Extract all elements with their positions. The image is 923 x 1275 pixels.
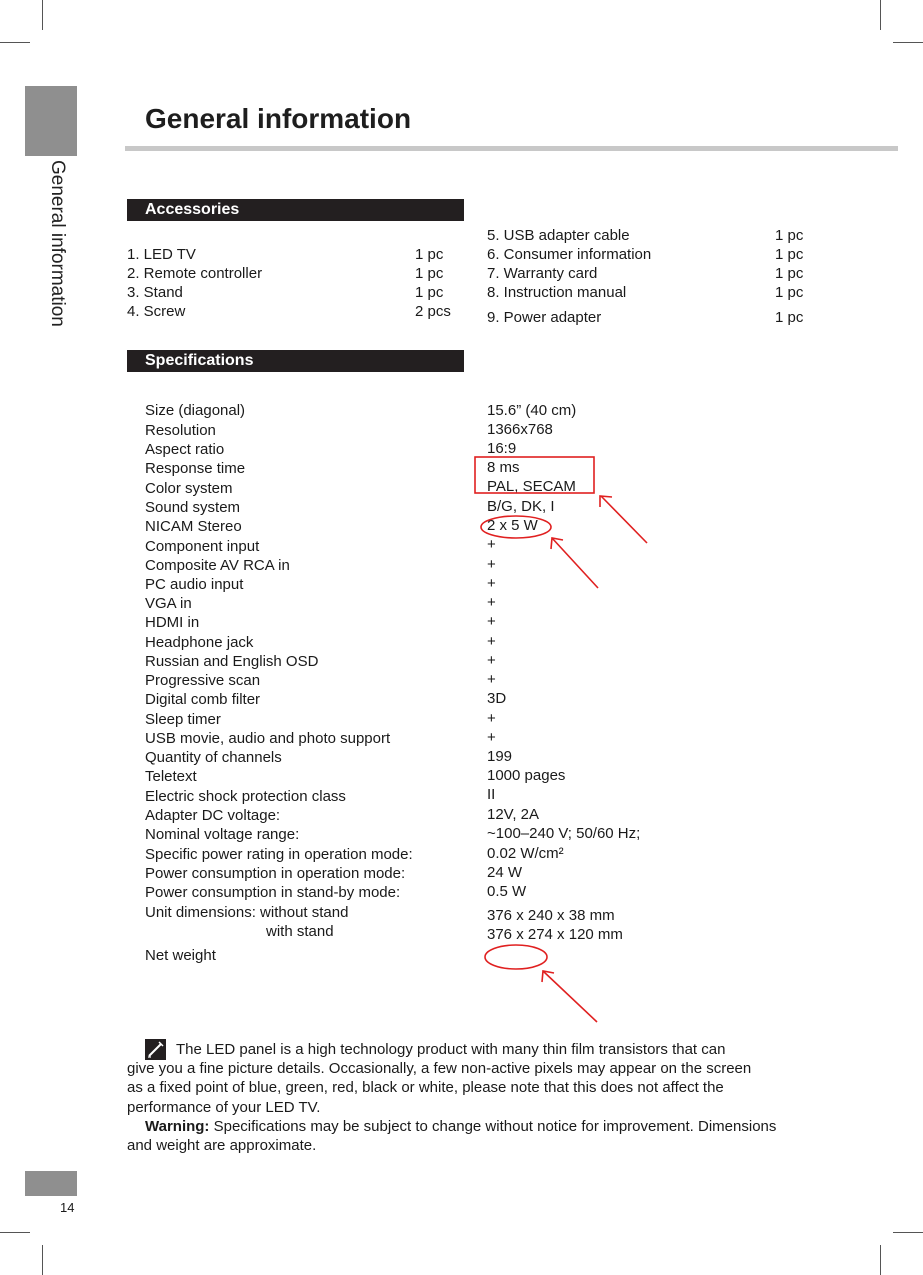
accessory-qty: 1 pc (775, 265, 804, 282)
accessory-item: 7. Warranty card (487, 265, 598, 282)
highlight-box (475, 457, 594, 493)
sidebar-label: General information (47, 160, 68, 327)
spec-label: Teletext (145, 768, 197, 785)
spec-label: NICAM Stereo (145, 518, 242, 535)
spec-value: ~100–240 V; 50/60 Hz; (487, 825, 641, 842)
accessory-qty: 1 pc (775, 284, 804, 301)
spec-value: 376 x 274 x 120 mm (487, 926, 623, 943)
spec-label: Net weight (145, 947, 216, 964)
spec-value: 1000 pages (487, 767, 566, 784)
spec-label: VGA in (145, 595, 192, 612)
warning-body: Specifications may be subject to change without notice for improvement. Dimensions (209, 1118, 777, 1135)
spec-value: + (487, 671, 496, 688)
spec-label: Russian and English OSD (145, 653, 319, 670)
spec-value: + (487, 536, 496, 553)
spec-value: 1366x768 (487, 421, 553, 438)
page-title: General information (145, 103, 412, 134)
accessory-qty: 2 pcs (415, 303, 451, 320)
spec-value: + (487, 729, 496, 746)
spec-label: Adapter DC voltage: (145, 807, 281, 824)
spec-value: 0.02 W/cm² (487, 845, 564, 862)
arrow-line (543, 971, 597, 1022)
accessory-qty: 1 pc (775, 227, 804, 244)
spec-value: 8 ms (487, 459, 520, 476)
accessories-heading: Accessories (127, 199, 464, 221)
warning-text: and weight are approximate. (127, 1137, 317, 1154)
spec-value: PAL, SECAM (487, 478, 576, 495)
spec-label: Sleep timer (145, 711, 221, 728)
spec-value: 24 W (487, 864, 523, 881)
accessory-item: 6. Consumer information (487, 246, 652, 263)
spec-label: Color system (145, 480, 233, 497)
spec-label: Sound system (145, 499, 241, 516)
spec-label: Size (diagonal) (145, 402, 246, 419)
spec-value: 2 x 5 W (487, 517, 538, 534)
note-text: performance of your LED TV. (127, 1099, 321, 1116)
spec-label: Unit dimensions: without stand (145, 904, 349, 921)
spec-value: 15.6” (40 cm) (487, 402, 577, 419)
spec-value: 12V, 2A (487, 806, 539, 823)
spec-value: 376 x 240 x 38 mm (487, 907, 615, 924)
spec-value: 16:9 (487, 440, 517, 457)
spec-value: + (487, 575, 496, 592)
spec-label: Headphone jack (145, 634, 254, 651)
accessory-item: 2. Remote controller (127, 265, 263, 282)
arrow-line (601, 496, 647, 543)
accessory-item: 4. Screw (127, 303, 186, 320)
spec-value: + (487, 613, 496, 630)
highlight-ellipse (481, 516, 551, 538)
note-text: The LED panel is a high technology product with many thin film transistors that can (176, 1041, 726, 1058)
spec-label: Response time (145, 460, 246, 477)
accessory-qty: 1 pc (415, 246, 444, 263)
spec-label: Aspect ratio (145, 441, 225, 458)
page-number: 14 (60, 1200, 75, 1215)
spec-label: PC audio input (145, 576, 244, 593)
spec-label: Power consumption in stand-by mode: (145, 884, 401, 901)
spec-label: Specific power rating in operation mode: (145, 846, 413, 863)
spec-value: + (487, 633, 496, 650)
spec-value: + (487, 556, 496, 573)
highlight-ellipse (485, 945, 547, 969)
spec-value: 199 (487, 748, 513, 765)
spec-value: + (487, 710, 496, 727)
note-text: give you a fine picture details. Occasionally, a few non-active pixels may appear on the screen (127, 1060, 752, 1077)
spec-value: II (487, 786, 496, 803)
accessory-item: 9. Power adapter (487, 309, 602, 326)
spec-label: Component input (145, 538, 260, 555)
spec-value: 3D (487, 690, 507, 707)
spec-label: HDMI in (145, 614, 200, 631)
accessory-item: 5. USB adapter cable (487, 227, 630, 244)
spec-label: with stand (266, 923, 334, 940)
spec-label: Progressive scan (145, 672, 261, 689)
accessory-qty: 1 pc (415, 265, 444, 282)
spec-value: + (487, 594, 496, 611)
accessory-qty: 1 pc (775, 309, 804, 326)
spec-label: Resolution (145, 422, 216, 439)
spec-label: Power consumption in operation mode: (145, 865, 406, 882)
accessory-item: 8. Instruction manual (487, 284, 627, 301)
warning-text (145, 1118, 776, 1135)
note-text: as a fixed point of blue, green, red, black or white, please note that this does not affect the (127, 1079, 724, 1096)
arrow-line (552, 538, 598, 588)
spec-label: Nominal voltage range: (145, 826, 300, 843)
spec-label: USB movie, audio and photo support (145, 730, 391, 747)
accessory-item: 3. Stand (127, 284, 183, 301)
pencil-note-icon (145, 1039, 166, 1060)
accessory-qty: 1 pc (775, 246, 804, 263)
specifications-heading: Specifications (127, 350, 464, 372)
spec-value: B/G, DK, I (487, 498, 555, 515)
warning-label: Warning: (145, 1118, 210, 1135)
spec-value: 0.5 W (487, 883, 527, 900)
spec-label: Quantity of channels (145, 749, 282, 766)
spec-label: Digital comb filter (145, 691, 261, 708)
accessory-qty: 1 pc (415, 284, 444, 301)
spec-label: Electric shock protection class (145, 788, 346, 805)
page-number-tab (25, 1171, 77, 1196)
accessory-item: 1. LED TV (127, 246, 196, 263)
spec-value: + (487, 652, 496, 669)
spec-label: Composite AV RCA in (145, 557, 290, 574)
